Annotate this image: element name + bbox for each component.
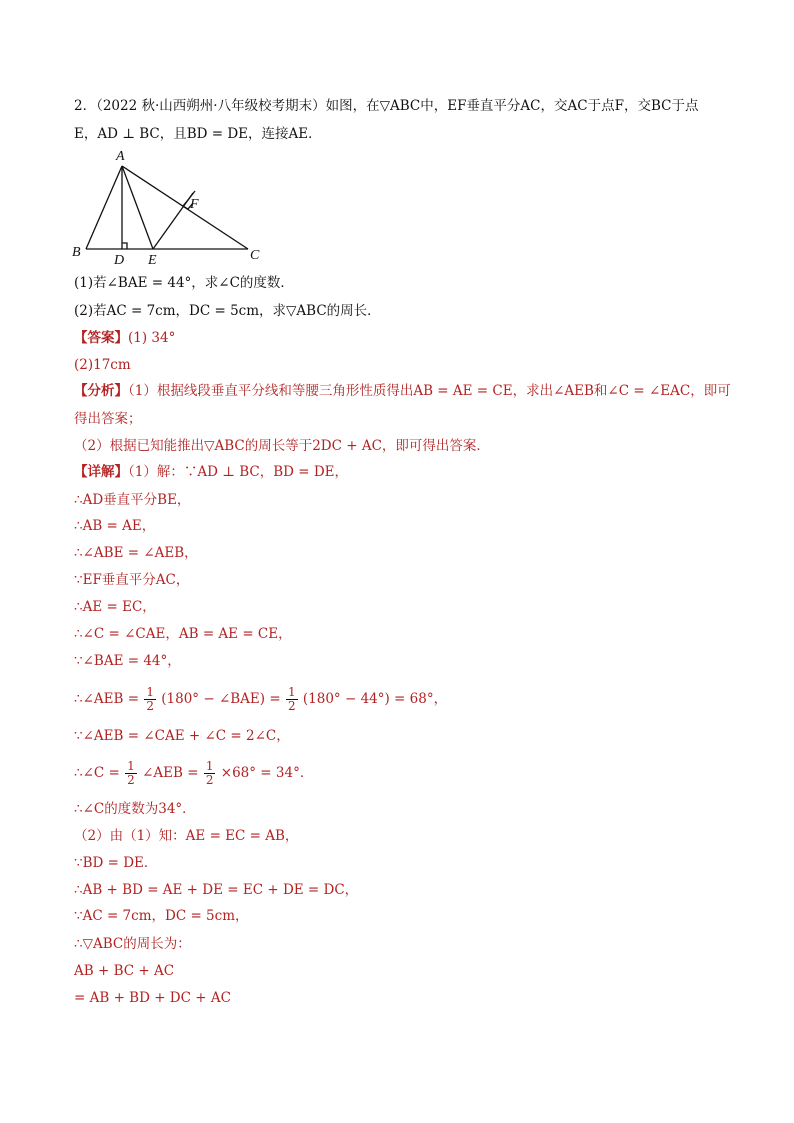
question-stem-2: E，AD ⊥ BC，且BD = DE，连接AE． — [74, 126, 322, 142]
detail-line-15: ∴AB + BD = AE + DE = EC + DE = DC， — [74, 882, 359, 898]
detail-line-10: ∵∠AEB = ∠CAE + ∠C = 2∠C， — [74, 728, 290, 744]
detail-11-part-b: ∠AEB = — [142, 765, 199, 781]
label-c: C — [250, 248, 260, 263]
analysis-line-2: 得出答案； — [74, 411, 142, 427]
segment-ae — [122, 166, 153, 249]
analysis-line-3: （2）根据已知能推出▽ABC的周长等于2DC + AC，即可得出答案． — [74, 438, 490, 454]
detail-line-18: AB + BC + AC — [74, 963, 175, 979]
analysis-text-1: （1）根据线段垂直平分线和等腰三角形性质得出AB = AE = CE，求出∠AEB和∠C = ∠EAC，即可 — [128, 383, 731, 399]
fraction-half: $\frac{1}{2}$ — [146, 685, 154, 713]
detail-line-13: （2）由（1）知：AE = EC = AB， — [74, 828, 299, 844]
fraction-half: $\frac{1}{2}$ — [205, 759, 214, 787]
fraction-half: $\frac{1}{2}$ — [287, 685, 296, 713]
answer-line-1 — [74, 328, 175, 348]
detail-11-part-c: ×68° = 34°． — [220, 765, 314, 781]
fraction-half: $\frac{1}{2}$ — [127, 759, 135, 787]
detail-tag: 【详解】 — [74, 464, 128, 480]
segment-ab — [86, 166, 122, 249]
detail-line-3: ∴AB = AE， — [74, 518, 156, 534]
detail-line-19: = AB + BD + DC + AC — [74, 990, 231, 1006]
label-d: D — [114, 253, 125, 266]
question-line-2 — [74, 124, 322, 144]
label-f: F — [190, 197, 199, 212]
detail-line-4: ∴∠ABE = ∠AEB， — [74, 545, 198, 561]
detail-11-part-a: ∴∠C = — [74, 765, 120, 781]
answer-line-2: (2)17cm — [74, 357, 131, 373]
detail-9-part-a: ∴∠AEB = — [74, 691, 140, 707]
question-part-1: (1)若∠BAE = 44°，求∠C的度数． — [74, 275, 294, 291]
detail-line-16: ∵AC = 7cm，DC = 5cm， — [74, 908, 249, 924]
right-angle-mark-d — [122, 243, 127, 249]
question-line-1 — [74, 96, 698, 116]
detail-line-17: ∴▽ABC的周长为： — [74, 936, 191, 952]
question-part-2: (2)若AC = 7cm，DC = 5cm，求▽ABC的周长． — [74, 303, 381, 319]
detail-line-5: ∵EF垂直平分AC， — [74, 572, 190, 588]
analysis-tag: 【分析】 — [74, 383, 128, 399]
detail-line-8: ∵∠BAE = 44°， — [74, 653, 181, 669]
detail-line-11 — [74, 760, 313, 787]
detail-line-1 — [74, 462, 348, 482]
label-b: B — [72, 245, 81, 260]
detail-line-7: ∴∠C = ∠CAE，AB = AE = CE， — [74, 626, 292, 642]
triangle-figure — [70, 146, 270, 266]
analysis-line-1 — [74, 381, 731, 401]
detail-line-14: ∵BD = DE． — [74, 855, 158, 871]
label-a: A — [116, 149, 125, 164]
question-stem-1: 如图，在▽ABC中，EF垂直平分AC，交AC于点F，交BC于点 — [325, 98, 699, 114]
detail-line-9 — [74, 686, 447, 713]
label-e: E — [148, 253, 157, 266]
answer-tag: 【答案】 — [74, 330, 128, 346]
question-source: （2022 秋·山西朔州·八年级校考期末） — [96, 98, 326, 114]
detail-9-part-c: (180° − 44°) = 68°， — [302, 691, 448, 707]
detail-line-6: ∴AE = EC， — [74, 599, 156, 615]
detail-line-2: ∴AD垂直平分BE， — [74, 492, 191, 508]
detail-line-12: ∴∠C的度数为34°． — [74, 801, 196, 817]
question-number: 2． — [74, 98, 97, 114]
detail-9-part-b: (180° − ∠BAE) = — [161, 691, 281, 707]
answer-1: (1) 34° — [128, 330, 176, 346]
detail-text-1: （1）解：∵AD ⊥ BC，BD = DE， — [128, 464, 349, 480]
